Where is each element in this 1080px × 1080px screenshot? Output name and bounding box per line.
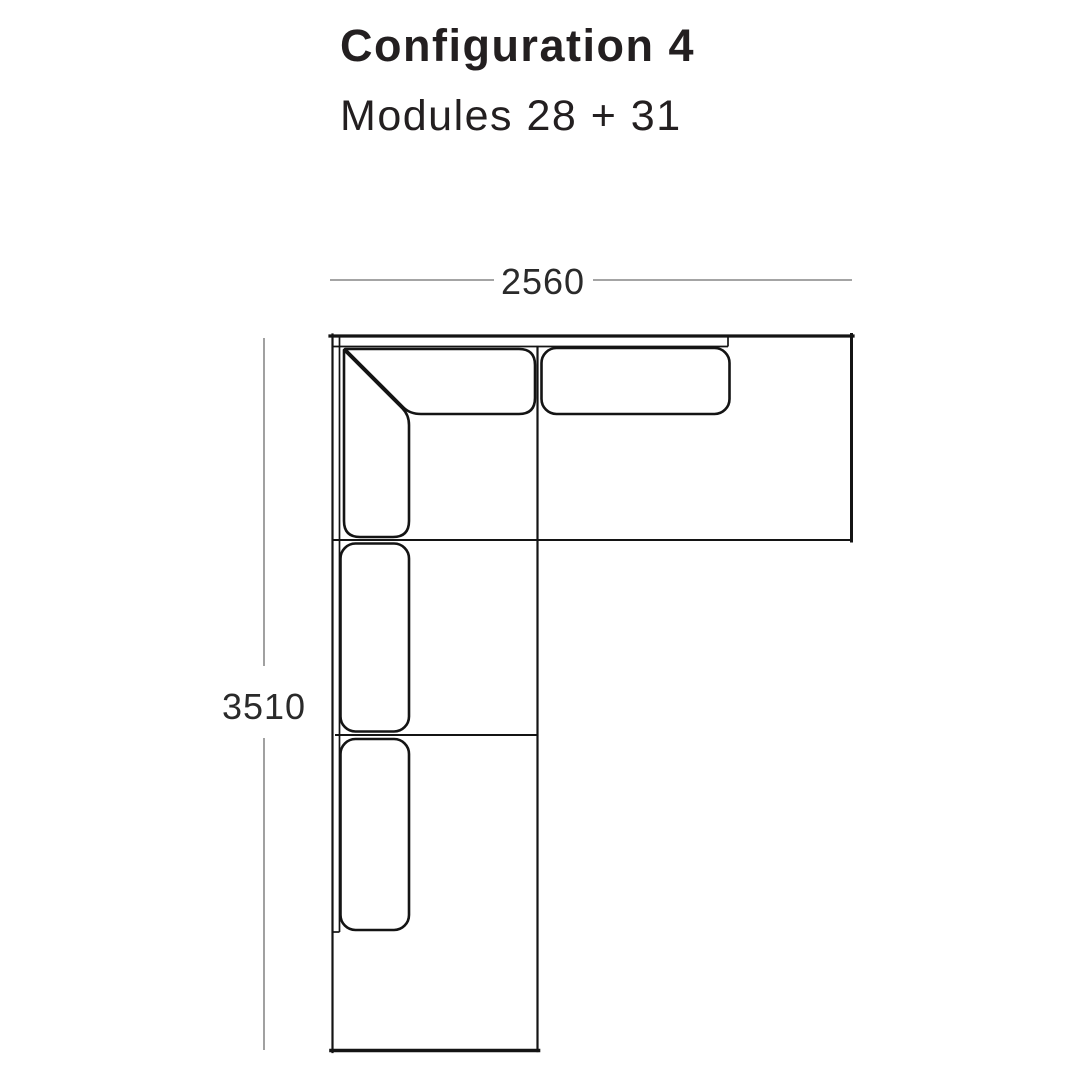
width-dimension-label: 2560	[500, 261, 586, 302]
width-dimension	[330, 261, 852, 302]
cushions	[341, 348, 730, 930]
page-subtitle: Modules 28 + 31	[340, 92, 682, 140]
right-backrest-cushion	[542, 348, 730, 414]
left-seat-cushion-upper	[341, 544, 410, 732]
height-dimension-label: 3510	[221, 686, 307, 727]
page-title: Configuration 4	[340, 20, 695, 71]
height-dimension	[222, 338, 306, 1050]
left-seat-cushion-lower	[341, 739, 410, 930]
